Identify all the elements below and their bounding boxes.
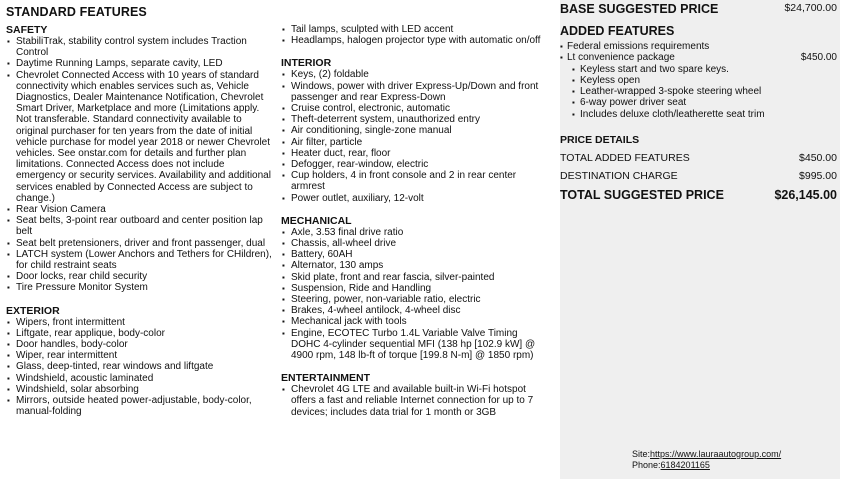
phone-link[interactable]: 6184201165: [660, 460, 710, 470]
base-price-row: [560, 2, 840, 16]
feature-item: ▪ Brakes, 4-wheel antilock, 4-wheel disc: [281, 305, 546, 316]
feature-item: ▪ Keys, (2) foldable: [281, 69, 546, 80]
feature-item: ▪ Tail lamps, sculpted with LED accent: [281, 24, 546, 35]
price-details-title: PRICE DETAILS: [560, 134, 640, 147]
feature-item: ▪ Chevrolet 4G LTE and available built-in Wi-Fi hotspot offers a fast and reliable Internet connection for up to 7 devices; includes data trial for 1 month or 3GB: [281, 384, 546, 418]
feature-item: ▪ Seat belts, 3-point rear outboard and center position lap belt: [6, 215, 274, 237]
feature-item: ▪ Heater duct, rear, floor: [281, 148, 546, 159]
package-label: ▪ Lt convenience package: [560, 52, 675, 63]
site-label: Site:: [632, 449, 651, 459]
features-column-left: [6, 0, 274, 418]
feature-item: ▪ StabiliTrak, stability control system includes Traction Control: [6, 36, 274, 58]
feature-item: ▪ Seat belt pretensioners, driver and front passenger, dual: [6, 238, 274, 249]
feature-item: ▪ Theft-deterrent system, unauthorized entry: [281, 114, 546, 125]
feature-item: ▪ Chevrolet Connected Access with 10 years of standard connectivity which enables services such as, Vehicle Diagnostics, Dealer Maintenance Notification, Chevrolet Smart Driver, Marketplace and more (Limitations apply. Not transferable. Standard connectivity available to original purchaser for ten years from the date of initial vehicle purchase for model year 2018 or newer Chevrolet vehicles. See onstar.com for details and further plan limitations. Connected Access does not include emergency or security services. Availability and additional services enabled by Connected Access are subject to change.): [6, 70, 274, 204]
feature-item: ▪ Windshield, acoustic laminated: [6, 373, 274, 384]
feature-item: ▪ Glass, deep-tinted, rear windows and liftgate: [6, 361, 274, 372]
feature-item: ▪ Chassis, all-wheel drive: [281, 238, 546, 249]
feature-item: ▪ Door handles, body-color: [6, 339, 274, 350]
destination-row: [560, 170, 840, 182]
features-column-middle: [281, 0, 546, 418]
feature-item: ▪ Windows, power with driver Express-Up/Down and front passenger and rear Express-Down: [281, 81, 546, 103]
package-item: ▪ Keyless start and two spare keys.: [560, 64, 840, 75]
feature-item: ▪ Mirrors, outside heated power-adjustable, body-color, manual-folding: [6, 395, 274, 417]
feature-item: ▪ Power outlet, auxiliary, 12-volt: [281, 193, 546, 204]
feature-item: ▪ Axle, 3.53 final drive ratio: [281, 227, 546, 238]
feature-item: ▪ Wipers, front intermittent: [6, 317, 274, 328]
feature-item: ▪ Air conditioning, single-zone manual: [281, 125, 546, 136]
total-price-value: $26,145.00: [774, 188, 837, 203]
feature-item: ▪ LATCH system (Lower Anchors and Tethers for CHildren), for child restraint seats: [6, 249, 274, 271]
feature-item: ▪ Wiper, rear intermittent: [6, 350, 274, 361]
site-link[interactable]: https://www.lauraautogroup.com/: [650, 449, 782, 459]
safety-heading: SAFETY: [6, 24, 48, 36]
feature-item: ▪ Windshield, solar absorbing: [6, 384, 274, 395]
page-title: STANDARD FEATURES: [6, 5, 147, 19]
exterior-list-continued: [281, 24, 546, 46]
feature-item: ▪ Alternator, 130 amps: [281, 260, 546, 271]
feature-item: ▪ Liftgate, rear applique, body-color: [6, 328, 274, 339]
feature-item: ▪ Defogger, rear-window, electric: [281, 159, 546, 170]
package-item: ▪ 6-way power driver seat: [560, 97, 840, 108]
exterior-list: [6, 317, 274, 418]
feature-item: ▪ Engine, ECOTEC Turbo 1.4L Variable Valve Timing DOHC 4-cylinder sequential MFI (138 hp [102.9 kW] @ 4900 rpm, 148 lb-ft of torque [199.8 N-m] @ 1850 rpm): [281, 328, 546, 362]
base-price-value: $24,700.00: [784, 2, 837, 14]
entertainment-list: [281, 384, 546, 418]
added-features-title: ADDED FEATURES: [560, 24, 675, 38]
package-item: ▪ Keyless open: [560, 75, 840, 86]
feature-item: ▪ Headlamps, halogen projector type with automatic on/off: [281, 35, 546, 46]
feature-item: ▪ Daytime Running Lamps, separate cavity, LED: [6, 58, 274, 69]
dealer-contact: [632, 449, 781, 471]
total-added-value: $450.00: [799, 152, 837, 165]
feature-item: ▪ Cruise control, electronic, automatic: [281, 103, 546, 114]
feature-item: ▪ Battery, 60AH: [281, 249, 546, 260]
entertainment-heading: ENTERTAINMENT: [281, 372, 371, 385]
safety-list: [6, 36, 274, 294]
mechanical-list: [281, 227, 546, 361]
destination-value: $995.00: [799, 170, 837, 183]
base-price-label: BASE SUGGESTED PRICE: [560, 2, 719, 16]
exterior-heading: EXTERIOR: [6, 304, 60, 317]
feature-item: ▪ Rear Vision Camera: [6, 204, 274, 215]
feature-item: ▪ Tire Pressure Monitor System: [6, 282, 274, 293]
package-item: ▪ Leather-wrapped 3-spoke steering wheel: [560, 86, 840, 97]
feature-item: ▪ Door locks, rear child security: [6, 271, 274, 282]
interior-list: [281, 69, 546, 203]
total-added-row: [560, 152, 840, 164]
feature-item: ▪ Suspension, Ride and Handling: [281, 283, 546, 294]
mechanical-heading: MECHANICAL: [281, 214, 352, 227]
feature-item: ▪ Mechanical jack with tools: [281, 316, 546, 327]
feature-item: ▪ Steering, power, non-variable ratio, electric: [281, 294, 546, 305]
feature-item: ▪ Skid plate, front and rear fascia, silver-painted: [281, 272, 546, 283]
total-added-label: TOTAL ADDED FEATURES: [560, 152, 690, 165]
destination-label: DESTINATION CHARGE: [560, 170, 678, 183]
phone-label: Phone:: [632, 460, 661, 470]
package-item: ▪ Includes deluxe cloth/leatherette seat trim: [560, 109, 840, 120]
package-price: $450.00: [800, 52, 837, 64]
interior-heading: INTERIOR: [281, 57, 332, 70]
feature-item: ▪ Cup holders, 4 in front console and 2 in rear center armrest: [281, 170, 546, 192]
total-price-row: [560, 188, 840, 202]
feature-item: ▪ Air filter, particle: [281, 137, 546, 148]
federal-emissions-item: ▪ Federal emissions requirements: [560, 41, 709, 52]
total-price-label: TOTAL SUGGESTED PRICE: [560, 188, 724, 203]
added-features-list: [560, 41, 840, 120]
pricing-panel: [560, 0, 840, 479]
